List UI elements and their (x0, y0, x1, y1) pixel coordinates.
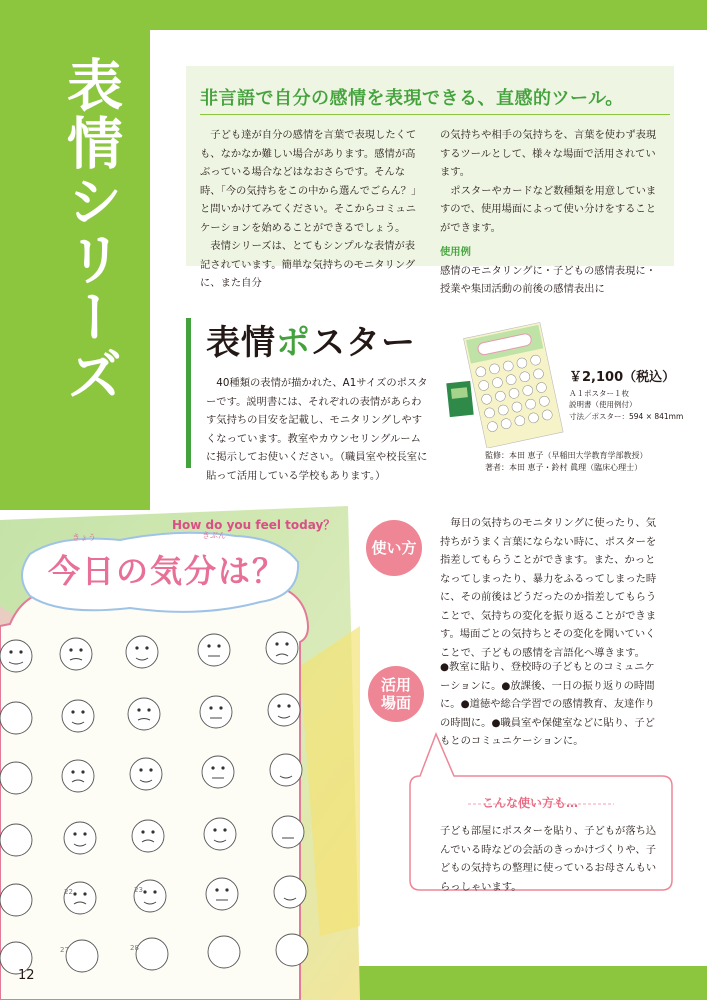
face-number: 23 (134, 886, 143, 894)
face-number: 22 (64, 888, 73, 896)
use-case-badge-line: 場面 (380, 694, 411, 712)
intro-paragraph: 子ども達が自分の感情を言葉で表現したくても、なかなか難しい場合があります。感情が高ぶっている場合などはなおさらです。そんな時、「今の気持ちをこの中から選んでごらん？」と問いかけてみてください。そこからコミュニケーションを始めることができるでしょう。 (200, 129, 422, 234)
intro-paragraph: ポスターやカードなど数種類を用意していますので、使用場面によって使い分けをすることができます。 (440, 184, 657, 234)
intro-paragraph: の気持ちや相手の気持ちを、言葉を使わず表現するツールとして、様々な場面で活用されています。 (440, 129, 657, 178)
poster-photo (0, 506, 360, 1000)
spec-line: Ａ１ポスター１枚 (569, 389, 629, 398)
usage-example-text: 感情のモニタリングに・子どもの感情表現に・授業や集団活動の前後の感情表出に (440, 264, 657, 295)
product-photo (446, 320, 574, 448)
poster-title-accent: ポ (276, 323, 311, 363)
face-number: 27 (60, 946, 69, 954)
poster-section-accent-bar (186, 318, 191, 468)
intro-paragraph: 表情シリーズは、とてもシンプルな表情が表記されています。簡単な気持ちのモニタリングに、また自分 (200, 240, 416, 289)
how-to-use-badge: 使い方 (366, 520, 422, 576)
series-title: 表情シリーズ (58, 56, 123, 404)
spec-line: 説明書（使用例付） (569, 400, 637, 409)
poster-japanese-title: 今日の気分は？ (48, 552, 287, 590)
spec-line: 寸法／ポスター：594 × 841mm (569, 412, 684, 421)
use-case-badge (368, 666, 424, 722)
bubble-text: 子ども部屋にポスターを貼り、子どもが落ち込んでいる時などの会話のきっかけづくりや、子どもの気持ちの整理に使っているお母さんもいらっしゃいます。 (440, 825, 657, 893)
use-case-text: ●教室に貼り、登校時の子どもとのコミュニケーションに。●放課後、一日の振り返りの時間に。●道徳や総合学習での感情教育、友達作りの時間に。●職員室や保健室などに貼り、子どもとのコミュニケーションに。 (440, 661, 655, 747)
poster-description: 40種類の表情が描かれた、A1サイズのポスターです。説明書には、それぞれの表情があらわす気持ちの目安を記載し、モニタリングしやすくなっています。教室やカウンセリングルームに掲示してお使いください。（職員室や校長室に貼って活用している学校もあります。） (206, 377, 428, 482)
supervisor-credit: 監修：本田 恵子（早稲田大学教育学部教授） (485, 451, 648, 460)
how-to-use-text: 毎日の気持ちのモニタリングに使ったり、気持ちがうまく言葉にならない時に、ポスターを指差してもらうことができます。また、かっとなってしまったり、暴力をふるってしまった時に、その前後はどうだったのか指差してもらうことで、気持ちの変化を振り返ることができます。場面ごとの気持ちとその変化を聞いていくことで、子どもの感情を言語化へ導きます。 (440, 517, 657, 659)
poster-title-part1: 表情 (206, 323, 276, 363)
intro-left-column (200, 126, 422, 293)
bottom-green-band (336, 966, 707, 1000)
poster-ruby-kibun: きぶん (202, 531, 226, 540)
poster-title (206, 315, 416, 364)
poster-english-title: How do you feel today？ (172, 518, 336, 532)
intro-heading: 非言語で自分の感情を表現できる、直感的ツール。 (200, 84, 670, 115)
price: ￥2,100（税込） (569, 370, 676, 385)
usage-example-label: 使用例 (440, 246, 471, 258)
page-number: 12 (18, 968, 35, 983)
face-number: 28 (130, 944, 139, 952)
author-credit: 著者：本田 恵子・鈴村 眞理（臨床心理士） (485, 463, 643, 472)
use-case-badge-line: 活用 (380, 676, 411, 694)
intro-right-column (440, 126, 662, 299)
poster-title-part2: スター (311, 323, 416, 363)
bubble-title: こんな使い方も… (482, 796, 579, 810)
poster-ruby-kyou: きょう (72, 533, 96, 542)
